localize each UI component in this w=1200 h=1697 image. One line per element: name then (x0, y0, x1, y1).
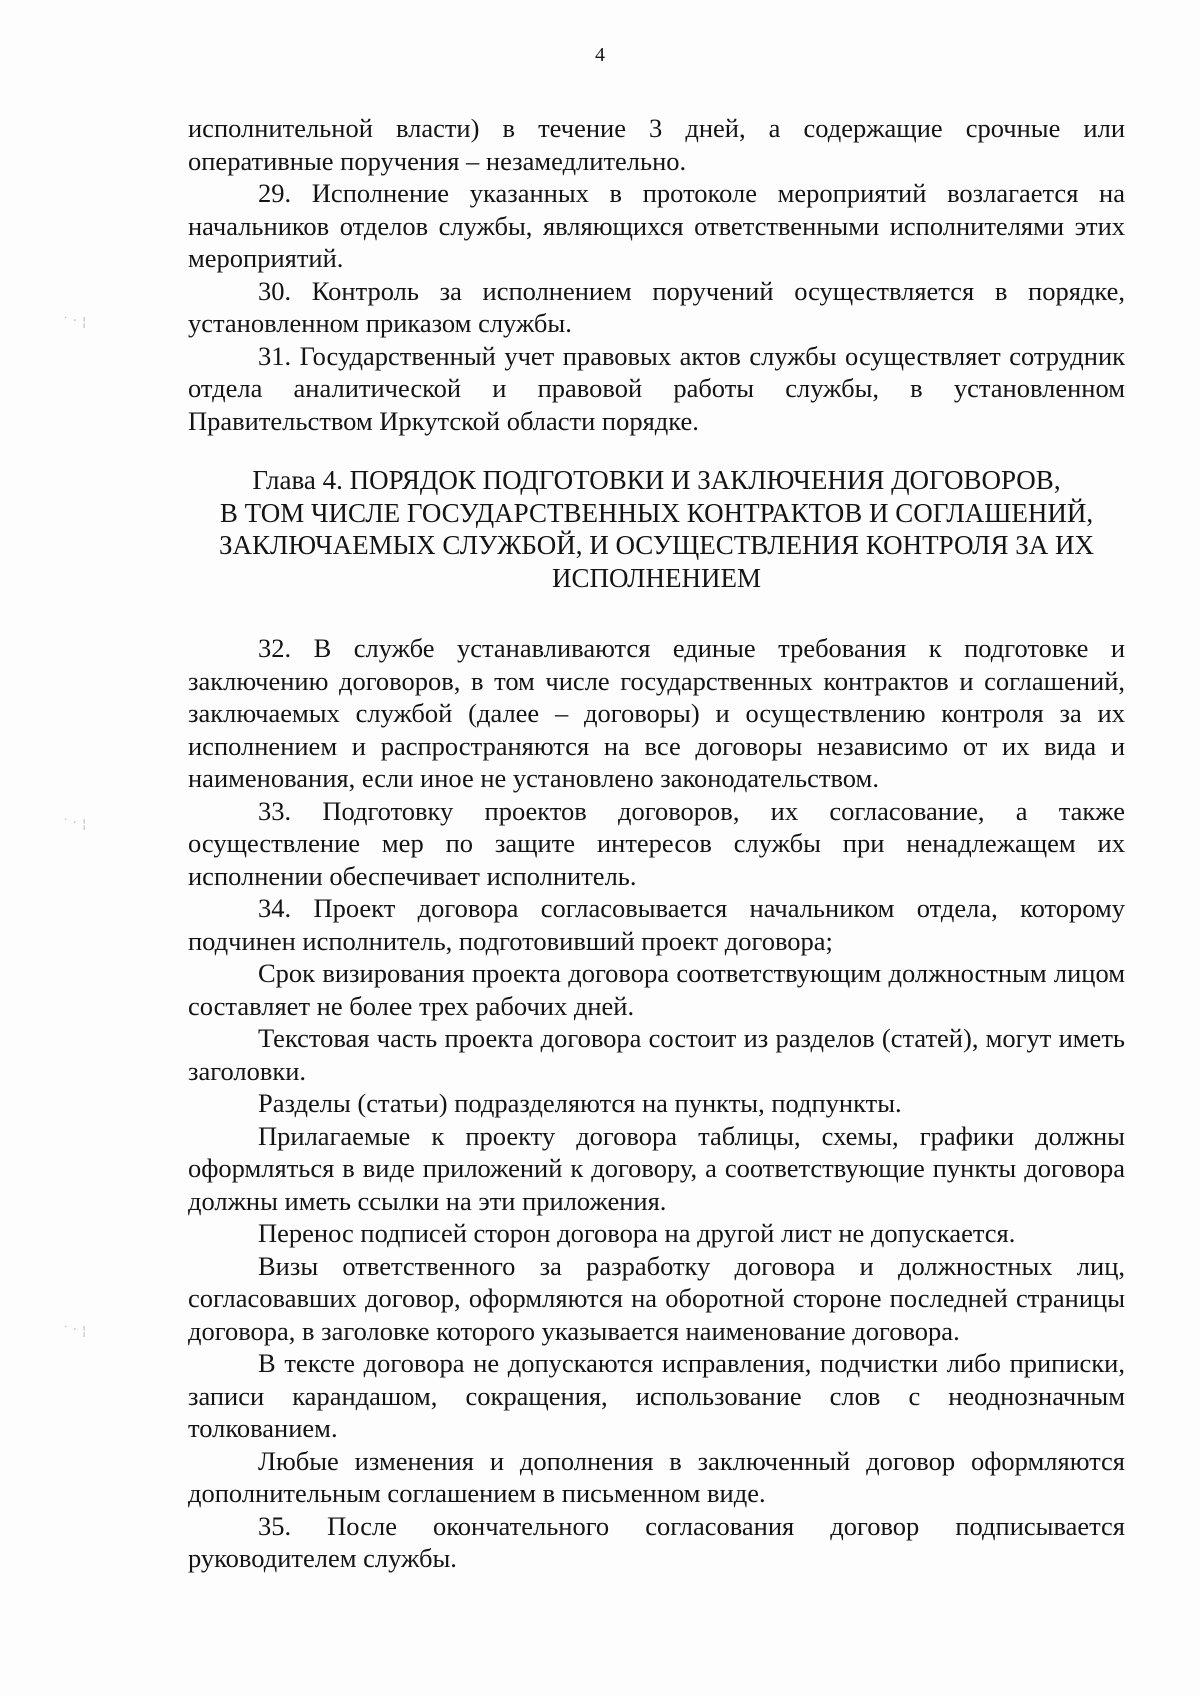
chapter-heading-line: ЗАКЛЮЧАЕМЫХ СЛУЖБОЙ, И ОСУЩЕСТВЛЕНИЯ КОНТРОЛЯ ЗА ИХ (219, 530, 1094, 560)
chapter-heading (188, 464, 1125, 594)
paragraph-32: 32. В службе устанавливаются единые требования к подготовке и заключению договоров, в том числе государственных контрактов и соглашений, заключаемых службой (далее – договоры) и осуществлению контроля за их исполнением и распространяются на все договоры независимо от их вида и наименования, если иное не установлено законодательством. (188, 633, 1125, 793)
binding-hole-mark: ˙ˑ¦ (62, 315, 90, 329)
paragraph-34-amendments: Любые изменения и дополнения в заключенный договор оформляются дополнительным соглашением в письменном виде. (188, 1445, 1125, 1508)
chapter-body (188, 632, 1125, 1575)
paragraph-34-review-term: Срок визирования проекта договора соответствующим должностным лицом составляет не более трех рабочих дней. (188, 958, 1125, 1021)
chapter-heading-line: ИСПОЛНЕНИЕМ (552, 562, 761, 593)
paragraph-29: 29. Исполнение указанных в протоколе мероприятий возлагается на начальников отделов службы, являющихся ответственными исполнителями этих мероприятий. (188, 178, 1125, 273)
paragraph-35: 35. После окончательного согласования договор подписывается руководителем службы. (188, 1510, 1125, 1573)
paragraph-34-attachments: Прилагаемые к проекту договора таблицы, схемы, графики должны оформляться в виде приложений к договору, а соответствующие пункты договора должны иметь ссылки на эти приложения. (188, 1120, 1125, 1216)
binding-hole-mark: ˙ˑ¦ (62, 817, 90, 831)
chapter-heading-line: В ТОМ ЧИСЛЕ ГОСУДАРСТВЕННЫХ КОНТРАКТОВ И СОГЛАШЕНИЙ, (219, 497, 1094, 528)
paragraph-34: 34. Проект договора согласовывается начальником отдела, которому подчинен исполнитель, подготовивший проект договора; (188, 893, 1125, 956)
section-text-continuation (188, 112, 1125, 437)
paragraph-34-visas: Визы ответственного за разработку договора и должностных лиц, согласовавших договор, оформляются на оборотной стороне последней страницы договора, в заголовке которого указывается наименование договора. (188, 1250, 1125, 1346)
page-number: 4 (595, 44, 605, 66)
binding-hole-mark: ˙ˑ¦ (62, 1324, 90, 1338)
paragraph-continuation: исполнительной власти) в течение 3 дней, а содержащие срочные или оперативные поручения – незамедлительно. (188, 113, 1125, 176)
paragraph-31: 31. Государственный учет правовых актов службы осуществляет сотрудник отдела аналитической и правовой работы службы, в установленном Правительством Иркутской области порядке. (188, 340, 1125, 436)
paragraph-34-signatures: Перенос подписей сторон договора на другой лист не допускается. (258, 1218, 1016, 1248)
chapter-heading-line: Глава 4. ПОРЯДОК ПОДГОТОВКИ И ЗАКЛЮЧЕНИЯ ДОГОВОРОВ, (252, 465, 1061, 495)
paragraph-34-structure: Текстовая часть проекта договора состоит из разделов (статей), могут иметь заголовки. (188, 1023, 1125, 1086)
paragraph-34-sections: Разделы (статьи) подразделяются на пункты, подпункты. (258, 1088, 902, 1118)
paragraph-34-corrections: В тексте договора не допускаются исправления, подчистки либо приписки, записи карандашом, сокращения, использование слов с неоднозначным толкованием. (188, 1348, 1125, 1443)
paragraph-33: 33. Подготовку проектов договоров, их согласование, а также осуществление мер по защите интересов службы при ненадлежащем их исполнении обеспечивает исполнитель. (188, 795, 1125, 891)
paragraph-30: 30. Контроль за исполнением поручений осуществляется в порядке, установленном приказом службы. (188, 275, 1125, 338)
